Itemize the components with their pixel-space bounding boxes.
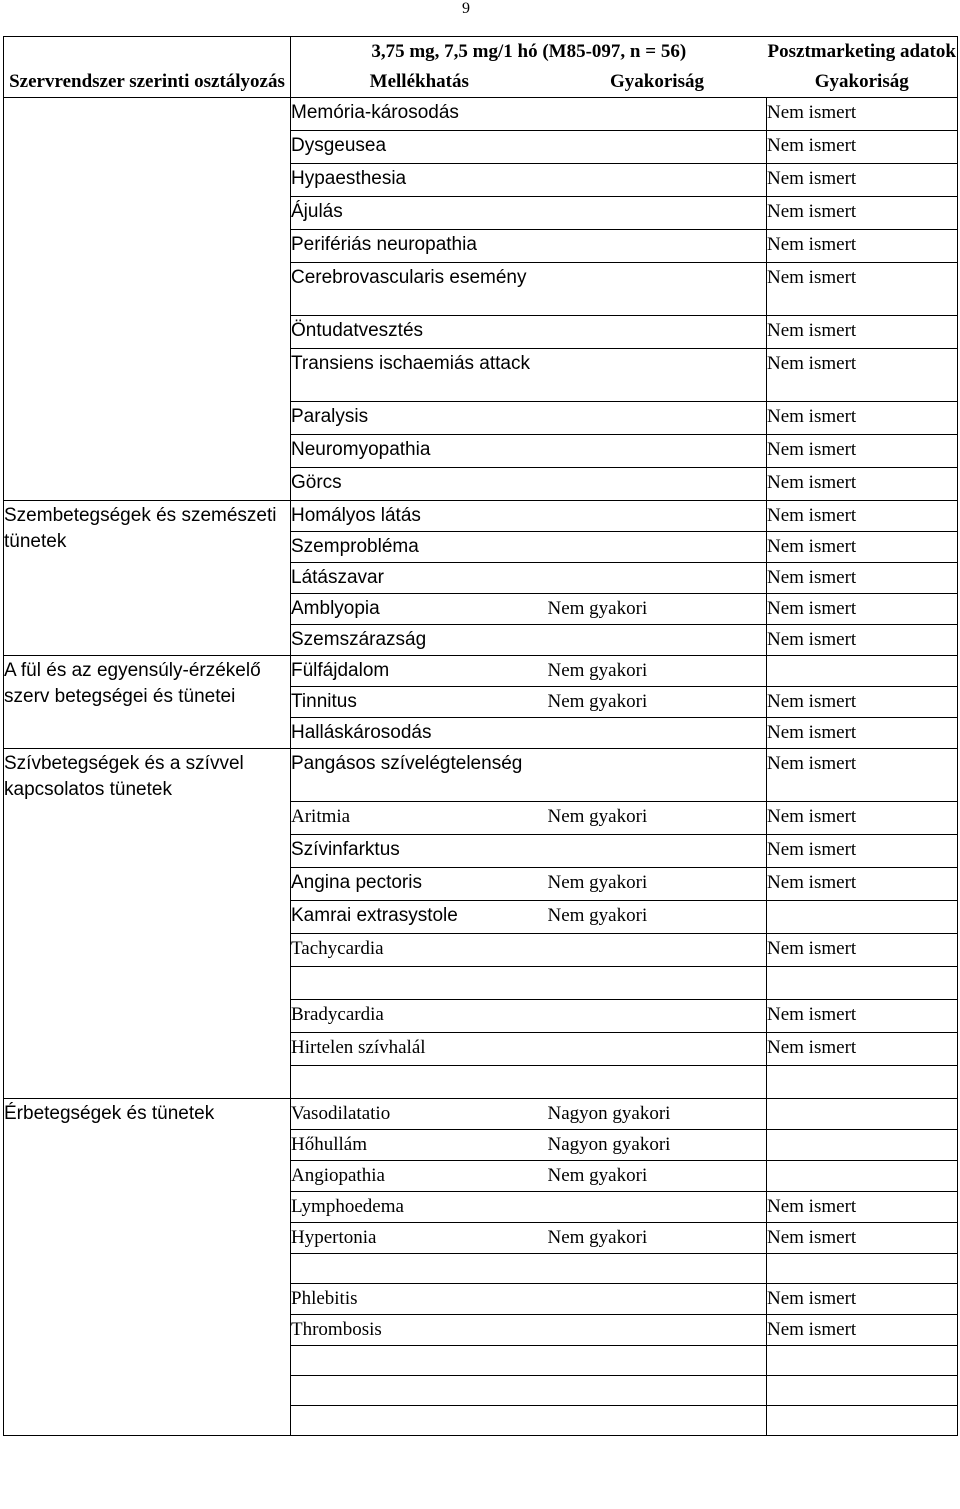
- trial-frequency-cell: [548, 1376, 767, 1406]
- postmarketing-frequency-cell: Nem ismert: [767, 1284, 958, 1315]
- postmarketing-frequency-cell: Nem ismert: [767, 230, 958, 263]
- adverse-reaction-cell: Hypertonia: [291, 1223, 548, 1254]
- postmarketing-frequency-cell: Nem ismert: [767, 435, 958, 468]
- trial-frequency-cell: Nem gyakori: [548, 1223, 767, 1254]
- postmarketing-frequency-cell: Nem ismert: [767, 468, 958, 501]
- trial-frequency-cell: Nem gyakori: [548, 901, 767, 934]
- trial-frequency-cell: [548, 1406, 767, 1436]
- postmarketing-frequency-cell: Nem ismert: [767, 501, 958, 532]
- postmarketing-frequency-cell: Nem ismert: [767, 316, 958, 349]
- trial-frequency-cell: Nem gyakori: [548, 687, 767, 718]
- trial-frequency-cell: [548, 967, 767, 1000]
- adverse-reaction-cell: Aritmia: [291, 802, 548, 835]
- post-frequency-column-header: Gyakoriság: [767, 67, 958, 98]
- postmarketing-frequency-cell: Nem ismert: [767, 1315, 958, 1346]
- adverse-reaction-cell: Fülfájdalom: [291, 656, 548, 687]
- trial-frequency-cell: Nem gyakori: [548, 594, 767, 625]
- trial-frequency-cell: Nagyon gyakori: [548, 1099, 767, 1130]
- postmarketing-frequency-cell: Nem ismert: [767, 164, 958, 197]
- adverse-reaction-cell: Angina pectoris: [291, 868, 548, 901]
- postmarketing-frequency-cell: Nem ismert: [767, 349, 958, 402]
- trial-frequency-cell: [548, 1346, 767, 1376]
- organ-class-cell: A fül és az egyensúly-érzékelő szerv betegségei és tünetei: [4, 656, 291, 749]
- trial-frequency-cell: [548, 1192, 767, 1223]
- postmarketing-frequency-cell: Nem ismert: [767, 835, 958, 868]
- postmarketing-frequency-cell: Nem ismert: [767, 594, 958, 625]
- postmarketing-frequency-cell: Nem ismert: [767, 1033, 958, 1066]
- adverse-reaction-cell: [291, 1066, 548, 1099]
- adverse-reaction-cell: Memória-károsodás: [291, 98, 548, 131]
- trial-frequency-cell: [548, 197, 767, 230]
- trial-frequency-cell: [548, 164, 767, 197]
- organ-class-cell: Érbetegségek és tünetek: [4, 1099, 291, 1436]
- adverse-reaction-cell: Pangásos szívelégtelenség: [291, 749, 548, 802]
- adverse-reaction-cell: Vasodilatatio: [291, 1099, 548, 1130]
- trial-frequency-cell: [548, 1315, 767, 1346]
- trial-header: 3,75 mg, 7,5 mg/1 hó (M85-097, n = 56): [291, 37, 767, 68]
- postmarketing-frequency-cell: [767, 656, 958, 687]
- trial-frequency-cell: [548, 835, 767, 868]
- trial-frequency-cell: [548, 501, 767, 532]
- adverse-reaction-cell: Látászavar: [291, 563, 548, 594]
- postmarketing-frequency-cell: Nem ismert: [767, 1000, 958, 1033]
- trial-frequency-cell: [548, 263, 767, 316]
- postmarketing-frequency-cell: [767, 1099, 958, 1130]
- postmarketing-frequency-cell: [767, 1066, 958, 1099]
- adverse-reaction-cell: Öntudatvesztés: [291, 316, 548, 349]
- adverse-reactions-table: [3, 36, 958, 1436]
- adverse-reaction-cell: Hirtelen szívhalál: [291, 1033, 548, 1066]
- adverse-reaction-cell: Paralysis: [291, 402, 548, 435]
- table-row: [4, 501, 958, 532]
- postmarketing-frequency-cell: [767, 1376, 958, 1406]
- trial-frequency-cell: [548, 230, 767, 263]
- postmarketing-frequency-cell: Nem ismert: [767, 1192, 958, 1223]
- adverse-reaction-cell: Phlebitis: [291, 1284, 548, 1315]
- adverse-reaction-cell: [291, 1376, 548, 1406]
- trial-frequency-column-header: Gyakoriság: [548, 67, 767, 98]
- soc-column-header: Szervrendszer szerinti osztályozás: [4, 67, 291, 98]
- trial-frequency-cell: [548, 934, 767, 967]
- postmarketing-frequency-cell: Nem ismert: [767, 718, 958, 749]
- adverse-reaction-cell: Hőhullám: [291, 1130, 548, 1161]
- trial-frequency-cell: Nagyon gyakori: [548, 1130, 767, 1161]
- postmarketing-frequency-cell: Nem ismert: [767, 934, 958, 967]
- adverse-reaction-cell: Amblyopia: [291, 594, 548, 625]
- adverse-reaction-cell: Neuromyopathia: [291, 435, 548, 468]
- trial-frequency-cell: Nem gyakori: [548, 868, 767, 901]
- postmarketing-frequency-cell: Nem ismert: [767, 563, 958, 594]
- postmarketing-frequency-cell: Nem ismert: [767, 131, 958, 164]
- adverse-reaction-cell: [291, 1346, 548, 1376]
- adverse-reaction-cell: Transiens ischaemiás attack: [291, 349, 548, 402]
- header-row-top: [4, 37, 958, 68]
- postmarketing-header: Posztmarketing adatok: [767, 37, 958, 68]
- trial-frequency-cell: [548, 1033, 767, 1066]
- adverse-reaction-cell: Szívinfarktus: [291, 835, 548, 868]
- table-row: [4, 1099, 958, 1130]
- postmarketing-frequency-cell: Nem ismert: [767, 1223, 958, 1254]
- table-row: [4, 98, 958, 131]
- trial-frequency-cell: [548, 563, 767, 594]
- trial-frequency-cell: [548, 131, 767, 164]
- postmarketing-frequency-cell: [767, 1406, 958, 1436]
- header-row-columns: [4, 67, 958, 98]
- postmarketing-frequency-cell: Nem ismert: [767, 749, 958, 802]
- organ-class-cell: [4, 98, 291, 501]
- adverse-reaction-cell: Lymphoedema: [291, 1192, 548, 1223]
- trial-frequency-cell: [548, 625, 767, 656]
- adverse-reaction-cell: Ájulás: [291, 197, 548, 230]
- adverse-reaction-cell: [291, 967, 548, 1000]
- postmarketing-frequency-cell: [767, 1130, 958, 1161]
- organ-class-cell: Szívbetegségek és a szívvel kapcsolatos tünetek: [4, 749, 291, 1099]
- postmarketing-frequency-cell: Nem ismert: [767, 197, 958, 230]
- adverse-reaction-cell: Bradycardia: [291, 1000, 548, 1033]
- trial-frequency-cell: [548, 1254, 767, 1284]
- page-number: 9: [462, 0, 470, 17]
- adverse-reaction-cell: Hypaesthesia: [291, 164, 548, 197]
- postmarketing-frequency-cell: [767, 967, 958, 1000]
- postmarketing-frequency-cell: [767, 901, 958, 934]
- adverse-reaction-cell: Szemszárazság: [291, 625, 548, 656]
- trial-frequency-cell: Nem gyakori: [548, 802, 767, 835]
- postmarketing-frequency-cell: Nem ismert: [767, 532, 958, 563]
- postmarketing-frequency-cell: Nem ismert: [767, 687, 958, 718]
- adverse-reaction-cell: Perifériás neuropathia: [291, 230, 548, 263]
- adverse-reaction-cell: Homályos látás: [291, 501, 548, 532]
- trial-frequency-cell: [548, 1066, 767, 1099]
- trial-frequency-cell: [548, 402, 767, 435]
- trial-frequency-cell: Nem gyakori: [548, 656, 767, 687]
- adverse-reaction-cell: Tinnitus: [291, 687, 548, 718]
- postmarketing-frequency-cell: [767, 1346, 958, 1376]
- table-row: [4, 656, 958, 687]
- trial-frequency-cell: [548, 749, 767, 802]
- trial-frequency-cell: [548, 718, 767, 749]
- trial-frequency-cell: [548, 316, 767, 349]
- postmarketing-frequency-cell: Nem ismert: [767, 98, 958, 131]
- trial-frequency-cell: [548, 349, 767, 402]
- postmarketing-frequency-cell: [767, 1254, 958, 1284]
- adverse-reaction-cell: Tachycardia: [291, 934, 548, 967]
- adverse-reaction-cell: Cerebrovascularis esemény: [291, 263, 548, 316]
- trial-frequency-cell: [548, 468, 767, 501]
- postmarketing-frequency-cell: [767, 1161, 958, 1192]
- organ-class-cell: Szembetegségek és szemészeti tünetek: [4, 501, 291, 656]
- postmarketing-frequency-cell: Nem ismert: [767, 802, 958, 835]
- trial-frequency-cell: [548, 1284, 767, 1315]
- postmarketing-frequency-cell: Nem ismert: [767, 625, 958, 656]
- adverse-reaction-cell: [291, 1406, 548, 1436]
- adverse-column-header: Mellékhatás: [291, 67, 548, 98]
- adverse-reaction-cell: Thrombosis: [291, 1315, 548, 1346]
- trial-frequency-cell: [548, 435, 767, 468]
- adverse-reaction-cell: Kamrai extrasystole: [291, 901, 548, 934]
- postmarketing-frequency-cell: Nem ismert: [767, 263, 958, 316]
- table-row: [4, 749, 958, 802]
- trial-frequency-cell: [548, 98, 767, 131]
- adverse-reaction-cell: Angiopathia: [291, 1161, 548, 1192]
- adverse-reaction-cell: Halláskárosodás: [291, 718, 548, 749]
- adverse-reaction-cell: Szemprobléma: [291, 532, 548, 563]
- adverse-reaction-cell: Görcs: [291, 468, 548, 501]
- postmarketing-frequency-cell: Nem ismert: [767, 402, 958, 435]
- adverse-reaction-cell: [291, 1254, 548, 1284]
- trial-frequency-cell: Nem gyakori: [548, 1161, 767, 1192]
- postmarketing-frequency-cell: Nem ismert: [767, 868, 958, 901]
- adverse-reaction-cell: Dysgeusea: [291, 131, 548, 164]
- trial-frequency-cell: [548, 532, 767, 563]
- trial-frequency-cell: [548, 1000, 767, 1033]
